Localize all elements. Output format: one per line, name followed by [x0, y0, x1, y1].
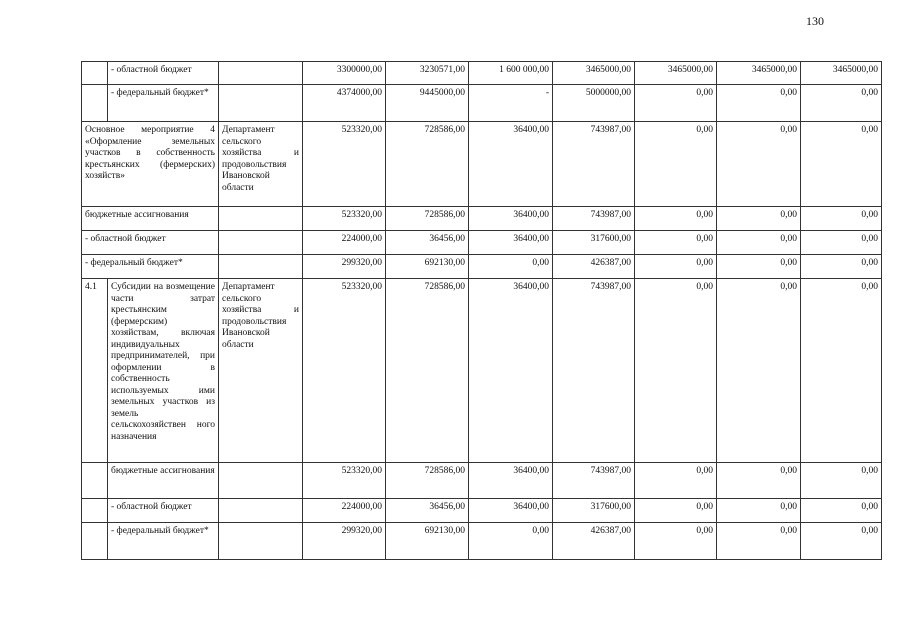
- amount-cell: 224000,00: [303, 499, 386, 523]
- row-number-cell: [82, 523, 108, 560]
- amount-cell: 3465000,00: [717, 62, 801, 85]
- amount-cell: 426387,00: [553, 523, 635, 560]
- table-row: [82, 279, 882, 463]
- table-row: [82, 499, 882, 523]
- table-body: [82, 62, 882, 560]
- amount-cell: 3465000,00: [801, 62, 882, 85]
- department-cell: [219, 85, 303, 122]
- amount-cell: 3465000,00: [553, 62, 635, 85]
- department-cell: [219, 523, 303, 560]
- amount-cell: 0,00: [717, 463, 801, 499]
- amount-cell: 0,00: [635, 231, 717, 255]
- amount-cell: 523320,00: [303, 279, 386, 463]
- table-row: [82, 231, 882, 255]
- amount-cell: 728586,00: [386, 463, 469, 499]
- amount-cell: 36400,00: [469, 499, 553, 523]
- amount-cell: 743987,00: [553, 279, 635, 463]
- table-row: [82, 122, 882, 207]
- amount-cell: 36400,00: [469, 122, 553, 207]
- amount-cell: 692130,00: [386, 523, 469, 560]
- department-cell: [219, 499, 303, 523]
- amount-cell: 36400,00: [469, 207, 553, 231]
- table-row: [82, 255, 882, 279]
- amount-cell: 0,00: [635, 85, 717, 122]
- amount-cell: 523320,00: [303, 463, 386, 499]
- amount-cell: 4374000,00: [303, 85, 386, 122]
- amount-cell: 0,00: [469, 255, 553, 279]
- amount-cell: 0,00: [801, 122, 882, 207]
- page-number: 130: [806, 14, 824, 28]
- amount-cell: 0,00: [801, 499, 882, 523]
- amount-cell: 692130,00: [386, 255, 469, 279]
- amount-cell: 523320,00: [303, 122, 386, 207]
- row-number-cell: [82, 62, 108, 85]
- amount-cell: 0,00: [717, 279, 801, 463]
- amount-cell: 0,00: [717, 122, 801, 207]
- amount-cell: 1 600 000,00: [469, 62, 553, 85]
- department-cell: [219, 255, 303, 279]
- amount-cell: 3230571,00: [386, 62, 469, 85]
- amount-cell: 0,00: [801, 255, 882, 279]
- row-name-cell: - областной бюджет: [108, 499, 219, 523]
- amount-cell: 0,00: [717, 231, 801, 255]
- amount-cell: 0,00: [717, 85, 801, 122]
- row-name-cell: - федеральный бюджет*: [108, 523, 219, 560]
- row-name-cell: - федеральный бюджет*: [82, 255, 219, 279]
- row-number-cell: 4.1: [82, 279, 108, 463]
- amount-cell: 743987,00: [553, 207, 635, 231]
- amount-cell: 36400,00: [469, 279, 553, 463]
- amount-cell: 0,00: [469, 523, 553, 560]
- amount-cell: 5000000,00: [553, 85, 635, 122]
- row-number-cell: [82, 499, 108, 523]
- row-name-cell: бюджетные ассигнования: [82, 207, 219, 231]
- table-row: [82, 207, 882, 231]
- amount-cell: 0,00: [635, 523, 717, 560]
- amount-cell: 728586,00: [386, 207, 469, 231]
- amount-cell: -: [469, 85, 553, 122]
- row-name-cell: Основное мероприятие 4 «Оформление земельных участков в собственность крестьянских (фермерских) хозяйств»: [82, 122, 219, 207]
- amount-cell: 224000,00: [303, 231, 386, 255]
- table-row: [82, 523, 882, 560]
- amount-cell: 0,00: [801, 523, 882, 560]
- amount-cell: 36456,00: [386, 499, 469, 523]
- department-cell: Департамент сельского хозяйства и продовольствия Ивановской области: [219, 122, 303, 207]
- amount-cell: 0,00: [635, 207, 717, 231]
- table-row: [82, 85, 882, 122]
- amount-cell: 3465000,00: [635, 62, 717, 85]
- row-name-cell: - областной бюджет: [82, 231, 219, 255]
- amount-cell: 728586,00: [386, 122, 469, 207]
- row-number-cell: [82, 85, 108, 122]
- table-row: [82, 463, 882, 499]
- amount-cell: 728586,00: [386, 279, 469, 463]
- amount-cell: 0,00: [635, 499, 717, 523]
- department-cell: Департамент сельского хозяйства и продовольствия Ивановской области: [219, 279, 303, 463]
- row-name-cell: - областной бюджет: [108, 62, 219, 85]
- row-name-cell: бюджетные ассигнования: [108, 463, 219, 499]
- amount-cell: 0,00: [717, 523, 801, 560]
- amount-cell: 0,00: [801, 231, 882, 255]
- amount-cell: 426387,00: [553, 255, 635, 279]
- amount-cell: 0,00: [801, 207, 882, 231]
- row-name-cell: - федеральный бюджет*: [108, 85, 219, 122]
- amount-cell: 523320,00: [303, 207, 386, 231]
- amount-cell: 9445000,00: [386, 85, 469, 122]
- amount-cell: 0,00: [717, 499, 801, 523]
- budget-table: [81, 61, 882, 560]
- row-number-cell: [82, 463, 108, 499]
- amount-cell: 0,00: [717, 207, 801, 231]
- amount-cell: 0,00: [635, 255, 717, 279]
- amount-cell: 0,00: [801, 279, 882, 463]
- department-cell: [219, 62, 303, 85]
- amount-cell: 36400,00: [469, 231, 553, 255]
- amount-cell: 299320,00: [303, 255, 386, 279]
- amount-cell: 743987,00: [553, 463, 635, 499]
- table-row: [82, 62, 882, 85]
- department-cell: [219, 231, 303, 255]
- amount-cell: 0,00: [801, 463, 882, 499]
- amount-cell: 0,00: [635, 463, 717, 499]
- amount-cell: 0,00: [635, 122, 717, 207]
- department-cell: [219, 207, 303, 231]
- amount-cell: 0,00: [717, 255, 801, 279]
- department-cell: [219, 463, 303, 499]
- amount-cell: 317600,00: [553, 499, 635, 523]
- amount-cell: 299320,00: [303, 523, 386, 560]
- amount-cell: 36400,00: [469, 463, 553, 499]
- amount-cell: 3300000,00: [303, 62, 386, 85]
- amount-cell: 0,00: [801, 85, 882, 122]
- amount-cell: 0,00: [635, 279, 717, 463]
- amount-cell: 36456,00: [386, 231, 469, 255]
- row-name-cell: Субсидии на возмещение части затрат крестьянским (фермерским) хозяйствам, включая индивидуальных предпринимателей, при оформлении в собственность используемых ими земельных участков из земель сельскохозяйствен ного назначения: [108, 279, 219, 463]
- amount-cell: 317600,00: [553, 231, 635, 255]
- amount-cell: 743987,00: [553, 122, 635, 207]
